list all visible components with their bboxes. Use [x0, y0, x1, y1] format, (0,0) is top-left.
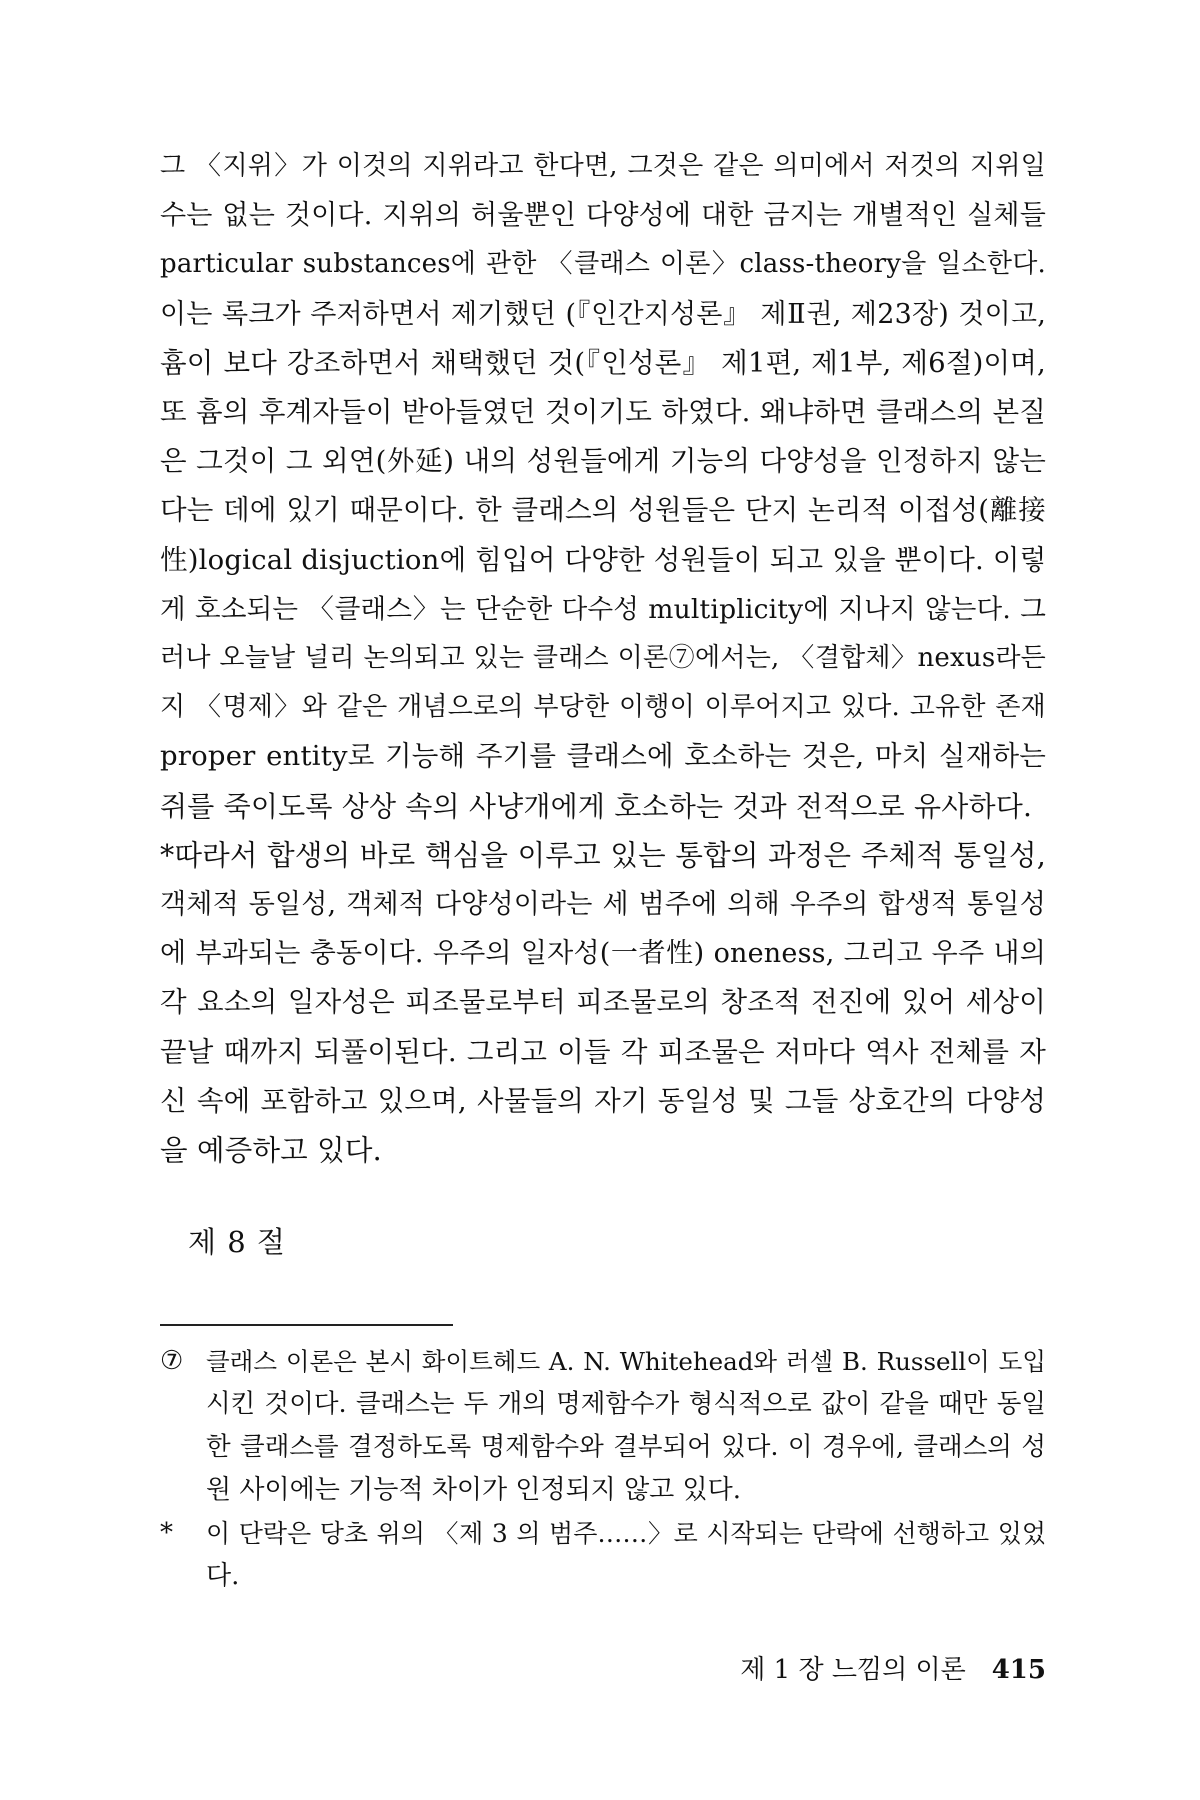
footnote-line: 클래스 이론은 본시 화이트헤드 A. N. Whitehead와 러셀 B. Russell이 도입	[206, 1347, 1046, 1376]
body-text	[160, 142, 1046, 1175]
body-line: proper entity로 기능해 주기를 클래스에 호소하는 것은, 마치 실재하는	[160, 740, 1046, 773]
body-line: 흄이 보다 강조하면서 채택했던 것(『인성론』 제1편, 제1부, 제6절)이며,	[160, 346, 1046, 379]
running-footer	[680, 1650, 1046, 1690]
footnote-line: 원 사이에는 기능적 차이가 인정되지 않고 있다.	[206, 1475, 742, 1505]
footnote-line: 이 단락은 당초 위의 〈제 3 의 범주……〉로 시작되는 단락에 선행하고 있었	[206, 1519, 1046, 1548]
body-line: 끝날 때까지 되풀이된다. 그리고 이들 각 피조물은 저마다 역사 전체를 자	[160, 1035, 1046, 1068]
body-line: 性)logical disjuction에 힘입어 다양한 성원들이 되고 있을 뿐이다. 이렇	[160, 543, 1047, 576]
body-line: 쥐를 죽이도록 상상 속의 사냥개에게 호소하는 것과 전적으로 유사하다.	[160, 789, 1033, 823]
body-line: 지 〈명제〉와 같은 개념으로의 부당한 이행이 이루어지고 있다. 고유한 존재	[160, 692, 1046, 723]
footnote-asterisk	[160, 1512, 1046, 1598]
body-line: 에 부과되는 충동이다. 우주의 일자성(一者性) oneness, 그리고 우주 내의	[160, 938, 1046, 970]
body-line: 은 그것이 그 외연(外延) 내의 성원들에게 기능의 다양성을 인정하지 않는	[160, 445, 1046, 478]
body-line: 객체적 동일성, 객체적 다양성이라는 세 범주에 의해 우주의 합생적 통일성	[160, 889, 1046, 921]
body-line: *따라서 합생의 바로 핵심을 이루고 있는 통합의 과정은 주체적 통일성,	[160, 838, 1046, 872]
footnote-7	[160, 1340, 1046, 1512]
footnote-divider	[160, 1324, 453, 1326]
body-line: 다는 데에 있기 때문이다. 한 클래스의 성원들은 단지 논리적 이접성(離接	[160, 494, 1046, 527]
body-line: 러나 오늘날 널리 논의되고 있는 클래스 이론⑦에서는, 〈결합체〉nexus라든	[160, 643, 1046, 674]
body-line: 게 호소되는 〈클래스〉는 단순한 다수성 multiplicity에 지나지 않는다. 그	[160, 593, 1046, 625]
footnote-line: 한 클래스를 결정하도록 명제함수와 결부되어 있다. 이 경우에, 클래스의 성	[206, 1432, 1046, 1462]
body-line: 또 흄의 후계자들이 받아들였던 것이기도 하였다. 왜냐하면 클래스의 본질	[160, 396, 1046, 429]
section-heading: 제 8 절	[188, 1225, 286, 1259]
body-line: 각 요소의 일자성은 피조물로부터 피조물로의 창조적 전진에 있어 세상이	[160, 986, 1046, 1019]
body-line: 그 〈지위〉가 이것의 지위라고 한다면, 그것은 같은 의미에서 저것의 지위일	[160, 151, 1046, 181]
footnotes	[160, 1340, 1046, 1598]
footnote-line: 시킨 것이다. 클래스는 두 개의 명제함수가 형식적으로 값이 같을 때만 동일	[206, 1389, 1046, 1419]
body-line: 수는 없는 것이다. 지위의 허울뿐인 다양성에 대한 금지는 개별적인 실체들	[160, 200, 1046, 232]
footnote-mark: *	[160, 1518, 173, 1548]
body-line: 을 예증하고 있다.	[160, 1134, 382, 1168]
body-line: particular substances에 관한 〈클래스 이론〉class-theory을 일소한다.	[160, 249, 1046, 280]
body-line: 신 속에 포함하고 있으며, 사물들의 자기 동일성 및 그들 상호간의 다양성	[160, 1084, 1046, 1117]
chapter-title: 제 1 장 느낌의 이론	[740, 1655, 966, 1685]
footnote-mark: ⑦	[160, 1346, 184, 1376]
footnote-line: 다.	[206, 1561, 240, 1591]
body-line: 이는 록크가 주저하면서 제기했던 (『인간지성론』 제Ⅱ권, 제23장) 것이고,	[160, 298, 1046, 330]
page-number: 415	[991, 1655, 1046, 1685]
